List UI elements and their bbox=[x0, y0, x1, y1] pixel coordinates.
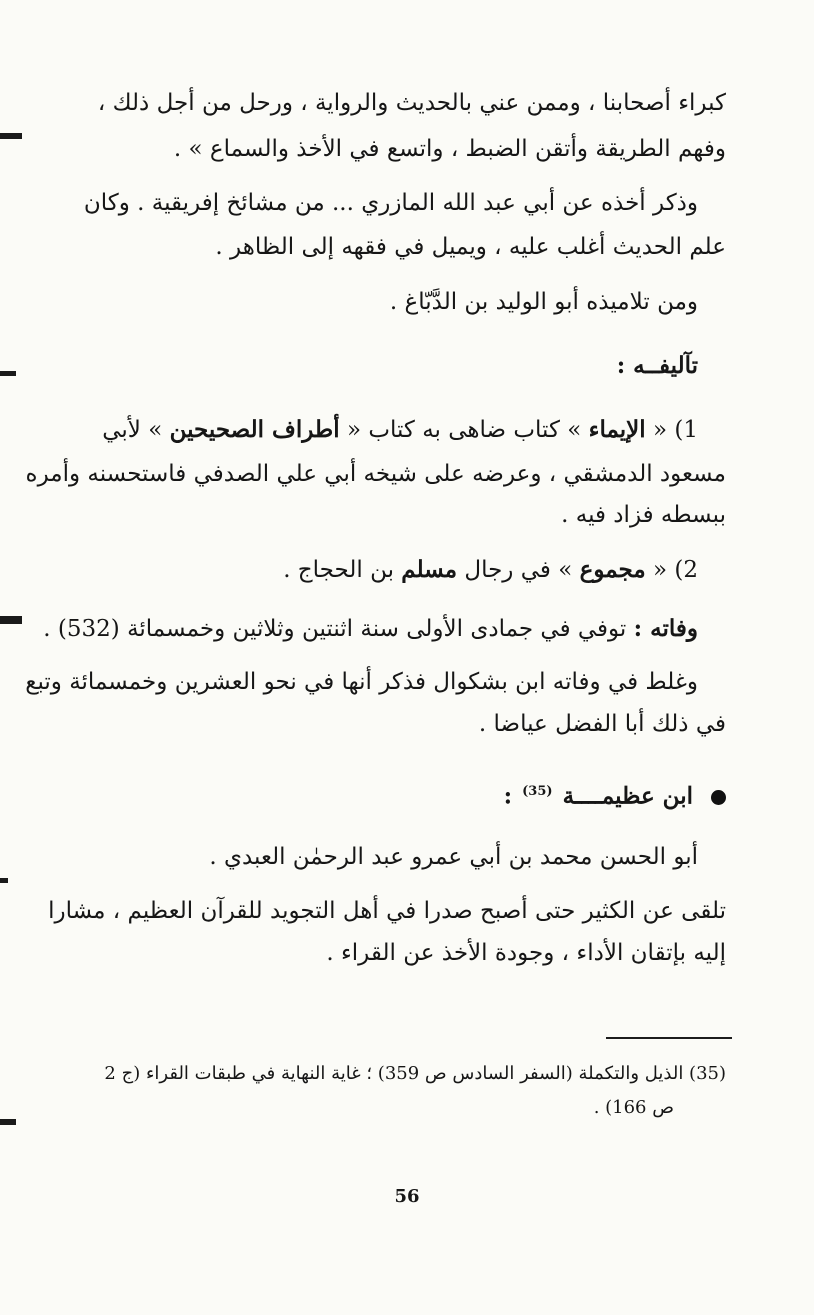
biography-line-2: إليه بإتقان الأداء ، وجودة الأخذ عن القراء . bbox=[326, 940, 726, 966]
work-2-middle-text: » في رجال bbox=[464, 557, 573, 583]
work-1-middle-text: » كتاب ضاهى به كتاب « bbox=[346, 417, 582, 443]
footnote-separator bbox=[606, 1037, 732, 1039]
paragraph-3: ومن تلاميذه أبو الوليد بن الدَّبّاغ . bbox=[389, 289, 698, 315]
page-number: 56 bbox=[394, 1186, 420, 1207]
work-1-line-2: مسعود الدمشقي ، وعرضه على شيخه أبي علي الصدفي فاستحسنه وأمره bbox=[25, 461, 726, 487]
scan-edge-mark bbox=[0, 616, 22, 624]
work-1-line-1 bbox=[102, 413, 698, 447]
work-2-title: مجموع bbox=[579, 556, 646, 583]
correction-line-1: وغلط في وفاته ابن بشكوال فذكر أنها في نحو العشرين وخمسمائة وتبع bbox=[25, 669, 698, 695]
paragraph-1-line-2: وفهم الطريقة وأتقن الضبط ، واتسع في الأخذ والسماع » . bbox=[173, 136, 726, 162]
footnote-line-1: (35) الذيل والتكملة (السفر السادس ص 359) ؛ غاية النهاية في طبقات القراء (ج 2 bbox=[104, 1063, 726, 1084]
work-2-number: 2) bbox=[674, 557, 698, 583]
scan-edge-mark bbox=[0, 1119, 16, 1125]
biography-line-1: تلقى عن الكثير حتى أصبح صدرا في أهل التجويد للقرآن العظيم ، مشارا bbox=[48, 898, 726, 924]
work-1-title: الإيماء bbox=[588, 416, 646, 443]
footnote-reference: (35) bbox=[522, 784, 553, 799]
paragraph-2-line-2: علم الحديث أغلب عليه ، ويميل في فقهه إلى الظاهر . bbox=[215, 234, 726, 260]
correction-line-2: في ذلك أبا الفضل عياضا . bbox=[478, 711, 726, 737]
biography-heading bbox=[504, 775, 726, 814]
work-2-person: مسلم bbox=[401, 556, 458, 583]
works-heading: تآليفــه : bbox=[616, 352, 698, 379]
death-line bbox=[43, 612, 698, 646]
paragraph-2-line-1: وذكر أخذه عن أبي عبد الله المازري ... من مشائخ إفريقية . وكان bbox=[83, 190, 698, 216]
footnote-line-2: ص 166) . bbox=[593, 1097, 674, 1118]
work-1-reference-title: أطراف الصحيحين bbox=[169, 416, 340, 443]
death-text: توفي في جمادى الأولى سنة اثنتين وثلاثين وخمسمائة (532) . bbox=[43, 616, 627, 642]
biography-colon: : bbox=[503, 782, 513, 810]
biography-name: ابن عظيمــــة bbox=[562, 782, 693, 810]
work-1-number: 1) bbox=[674, 417, 698, 443]
biography-full-name: أبو الحسن محمد بن أبي عمرو عبد الرحمٰن العبدي . bbox=[209, 844, 698, 870]
work-2 bbox=[283, 553, 698, 587]
scan-edge-mark bbox=[0, 371, 16, 376]
work-2-open-quote: « bbox=[652, 557, 668, 583]
death-label: وفاته : bbox=[633, 615, 698, 642]
work-1-open-quote: « bbox=[652, 417, 668, 443]
bullet-icon bbox=[711, 790, 726, 805]
scan-edge-mark bbox=[0, 878, 8, 883]
scan-edge-mark bbox=[0, 133, 22, 139]
work-1-line-3: ببسطه فزاد فيه . bbox=[561, 502, 726, 528]
paragraph-1-line-1: كبراء أصحابنا ، وممن عني بالحديث والرواية ، ورحل من أجل ذلك ، bbox=[97, 90, 726, 116]
work-2-end-text: بن الحجاج . bbox=[283, 557, 394, 583]
work-1-end-text: » لأبي bbox=[102, 417, 163, 443]
